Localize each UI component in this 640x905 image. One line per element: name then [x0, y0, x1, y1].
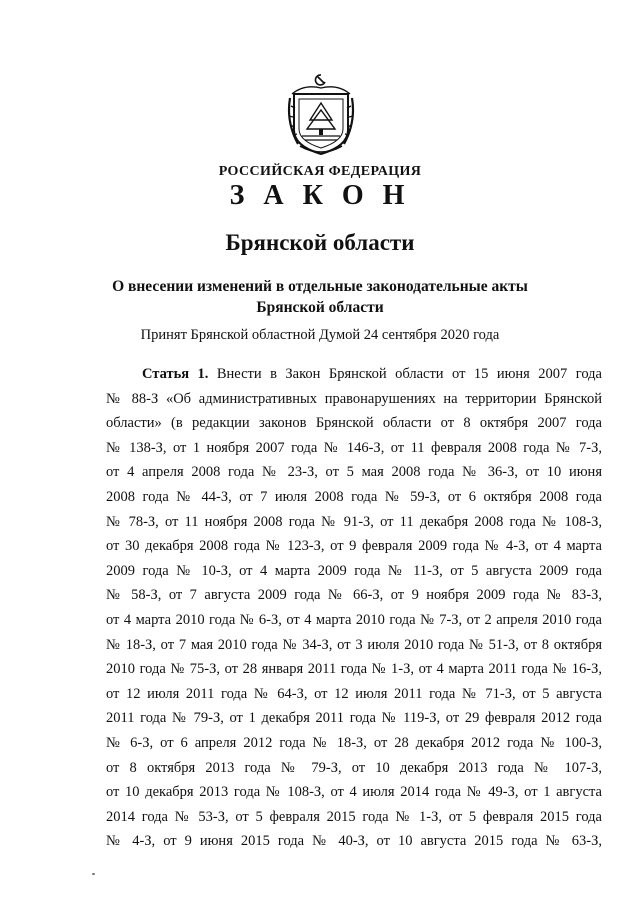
article-body: [106, 362, 602, 882]
article-line: № 6-З, от 6 апреля 2012 года № 18-З, от 28 декабря 2012 года № 100-З,: [106, 734, 602, 751]
article-line: 2010 года № 75-З, от 28 января 2011 года № 1-З, от 4 марта 2011 года № 16-З,: [106, 661, 602, 678]
article-line: от 30 декабря 2008 года № 123-З, от 9 февраля 2009 года № 4-З, от 4 марта: [106, 538, 602, 555]
article-line: от 12 июля 2011 года № 64-З, от 12 июля 2011 года № 71-З, от 5 августа: [106, 685, 602, 702]
law-subject-line-1: О внесении изменений в отдельные законодательные акты: [112, 278, 528, 295]
article-line: от 10 декабря 2013 года № 108-З, от 4 июля 2014 года № 49-З, от 1 августа: [106, 784, 602, 801]
article-first-line: [106, 362, 602, 387]
article-line: № 88-З «Об административных правонарушениях на территории Брянской: [106, 390, 602, 407]
adoption-note: Принят Брянской областной Думой 24 сентября 2020 года: [140, 327, 500, 343]
article-line: 2008 года № 44-З, от 7 июля 2008 года № 59-З, от 6 октября 2008 года: [106, 488, 602, 505]
law-subject: [110, 276, 530, 318]
article-line: области» (в редакции законов Брянской области от 8 октября 2007 года: [106, 415, 602, 432]
article-line: 2014 года № 53-З, от 5 февраля 2015 года № 1-З, от 5 февраля 2015 года: [106, 808, 602, 825]
country-heading: РОССИЙСКАЯ ФЕДЕРАЦИЯ: [218, 164, 422, 179]
article-first-line-text: Внести в Закон Брянской области от 15 июня 2007 года: [208, 366, 602, 382]
article-line: от 4 марта 2010 года № 6-З, от 4 марта 2010 года № 7-З, от 2 апреля 2010 года: [106, 611, 602, 628]
region-title: Брянской области: [225, 230, 415, 255]
article-line: № 58-З, от 7 августа 2009 года № 66-З, от 9 ноября 2009 года № 83-З,: [106, 587, 602, 604]
article-line: № 78-З, от 11 ноября 2008 года № 91-З, от 11 декабря 2008 года № 108-З,: [106, 513, 602, 530]
article-line: № 18-З, от 7 мая 2010 года № 34-З, от 3 июля 2010 года № 51-З, от 8 октября: [106, 636, 602, 653]
article-line: 2009 года № 10-З, от 4 марта 2009 года № 11-З, от 5 августа 2009 года: [106, 562, 602, 579]
scan-speck: [92, 873, 95, 875]
law-subject-line-2: Брянской области: [256, 299, 384, 316]
article-line: от 4 апреля 2008 года № 23-З, от 5 мая 2008 года № 36-З, от 10 июня: [106, 464, 602, 481]
article-label: Статья 1.: [142, 366, 209, 382]
bryansk-coat-of-arms-emblem: [286, 72, 356, 158]
article-line: № 138-З, от 1 ноября 2007 года № 146-З, от 11 февраля 2008 года № 7-З,: [106, 439, 602, 456]
article-line: № 4-З, от 9 июня 2015 года № 40-З, от 10 августа 2015 года № 63-З,: [106, 833, 602, 850]
article-line: 2011 года № 79-З, от 1 декабря 2011 года № 119-З, от 29 февраля 2012 года: [106, 710, 602, 727]
law-title: З А К О Н: [229, 180, 411, 211]
article-line: от 8 октября 2013 года № 79-З, от 10 декабря 2013 года № 107-З,: [106, 759, 602, 776]
